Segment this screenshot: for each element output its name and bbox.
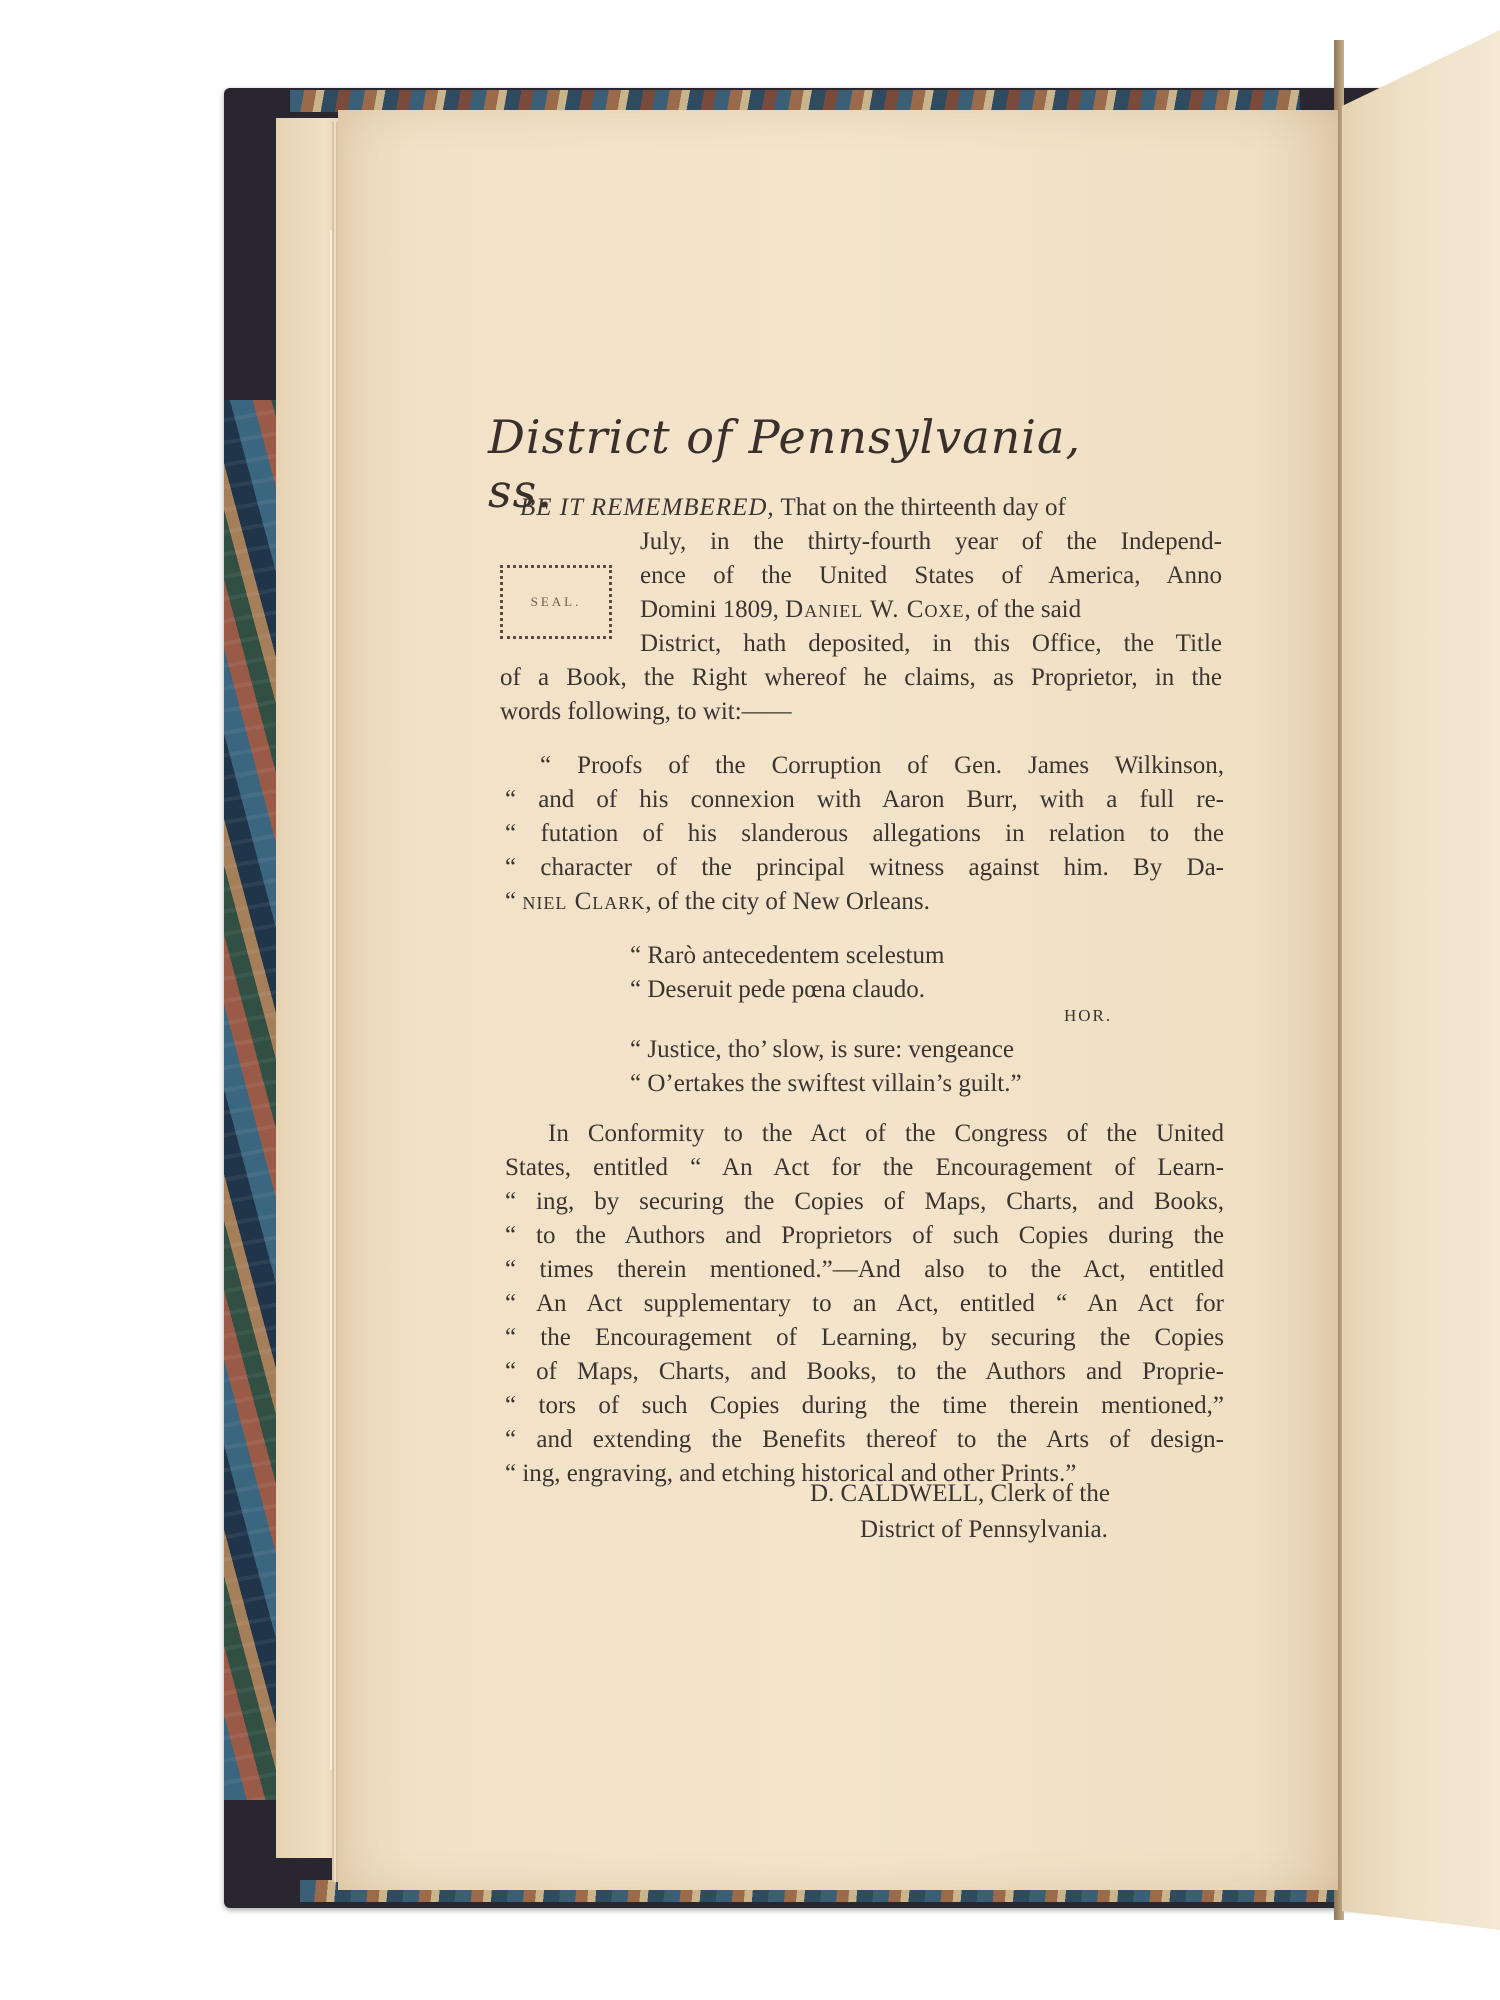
title-quote-line-2: “ and of his connexion with Aaron Burr, with a full re-	[505, 786, 1224, 813]
title-quote-line-5: “ niel Clark, of the city of New Orleans.	[505, 888, 930, 915]
conformity-line-3: “ ing, by securing the Copies of Maps, Charts, and Books,	[505, 1188, 1224, 1215]
conformity-line-9: “ tors of such Copies during the time therein mentioned,”	[505, 1392, 1224, 1419]
author-name: niel Clark	[522, 888, 646, 915]
conformity-line-2: States, entitled “ An Act for the Encouragement of Learn-	[505, 1154, 1224, 1181]
intro-line-2: July, in the thirty-fourth year of the Independ-	[640, 528, 1222, 555]
conformity-line-1: In Conformity to the Act of the Congress of the United	[548, 1120, 1224, 1147]
conformity-line-10: “ and extending the Benefits thereof to the Arts of design-	[505, 1426, 1224, 1453]
latin-attribution: HOR.	[1064, 1006, 1113, 1025]
seal-box	[500, 565, 612, 639]
signature-line-1: D. CALDWELL, Clerk of the	[810, 1480, 1110, 1507]
facing-page	[1342, 30, 1500, 1930]
english-verse-line-1: “ Justice, tho’ slow, is sure: vengeance	[630, 1036, 1014, 1063]
seal-label: SEAL.	[530, 594, 582, 609]
conformity-line-7: “ the Encouragement of Learning, by securing the Copies	[505, 1324, 1224, 1351]
conformity-line-8: “ of Maps, Charts, and Books, to the Authors and Proprie-	[505, 1358, 1224, 1385]
latin-verse-line-1: “ Rarò antecedentem scelestum	[630, 942, 945, 969]
conformity-line-6: “ An Act supplementary to an Act, entitled “ An Act for	[505, 1290, 1224, 1317]
title-quote-line-3: “ futation of his slanderous allegations in relation to the	[505, 820, 1224, 847]
conformity-line-5: “ times therein mentioned.”—And also to the Act, entitled	[505, 1256, 1224, 1283]
conformity-line-11: “ ing, engraving, and etching historical and other Prints.”	[505, 1460, 1077, 1487]
be-it-remembered: BE IT REMEMBERED,	[520, 494, 775, 521]
district-heading: District of Pennsylvania, ss.	[488, 410, 1082, 518]
english-verse-line-2: “ O’ertakes the swiftest villain’s guilt.”	[630, 1070, 1022, 1097]
title-quote-line-1: “ Proofs of the Corruption of Gen. James Wilkinson,	[540, 752, 1224, 779]
title-quote-line-4: “ character of the principal witness against him. By Da-	[505, 854, 1224, 881]
intro-line-3: ence of the United States of America, Anno	[640, 562, 1222, 589]
intro-line-7: words following, to wit:——	[500, 698, 792, 725]
intro-line-5: District, hath deposited, in this Office, the Title	[640, 630, 1222, 657]
intro-line-6: of a Book, the Right whereof he claims, as Proprietor, in the	[500, 664, 1222, 691]
intro-line-1: BE IT REMEMBERED, That on the thirteenth day of	[520, 494, 1066, 521]
latin-verse-line-2: “ Deseruit pede pœna claudo.	[630, 976, 926, 1003]
proprietor-name: Daniel W. Coxe	[785, 596, 965, 623]
intro-line-4: Domini 1809, Daniel W. Coxe, of the said	[640, 596, 1082, 623]
conformity-line-4: “ to the Authors and Proprietors of such Copies during the	[505, 1222, 1224, 1249]
marbled-edge-top	[290, 90, 1300, 112]
marbled-endpaper	[224, 400, 284, 1800]
signature-line-2: District of Pennsylvania.	[860, 1516, 1108, 1543]
